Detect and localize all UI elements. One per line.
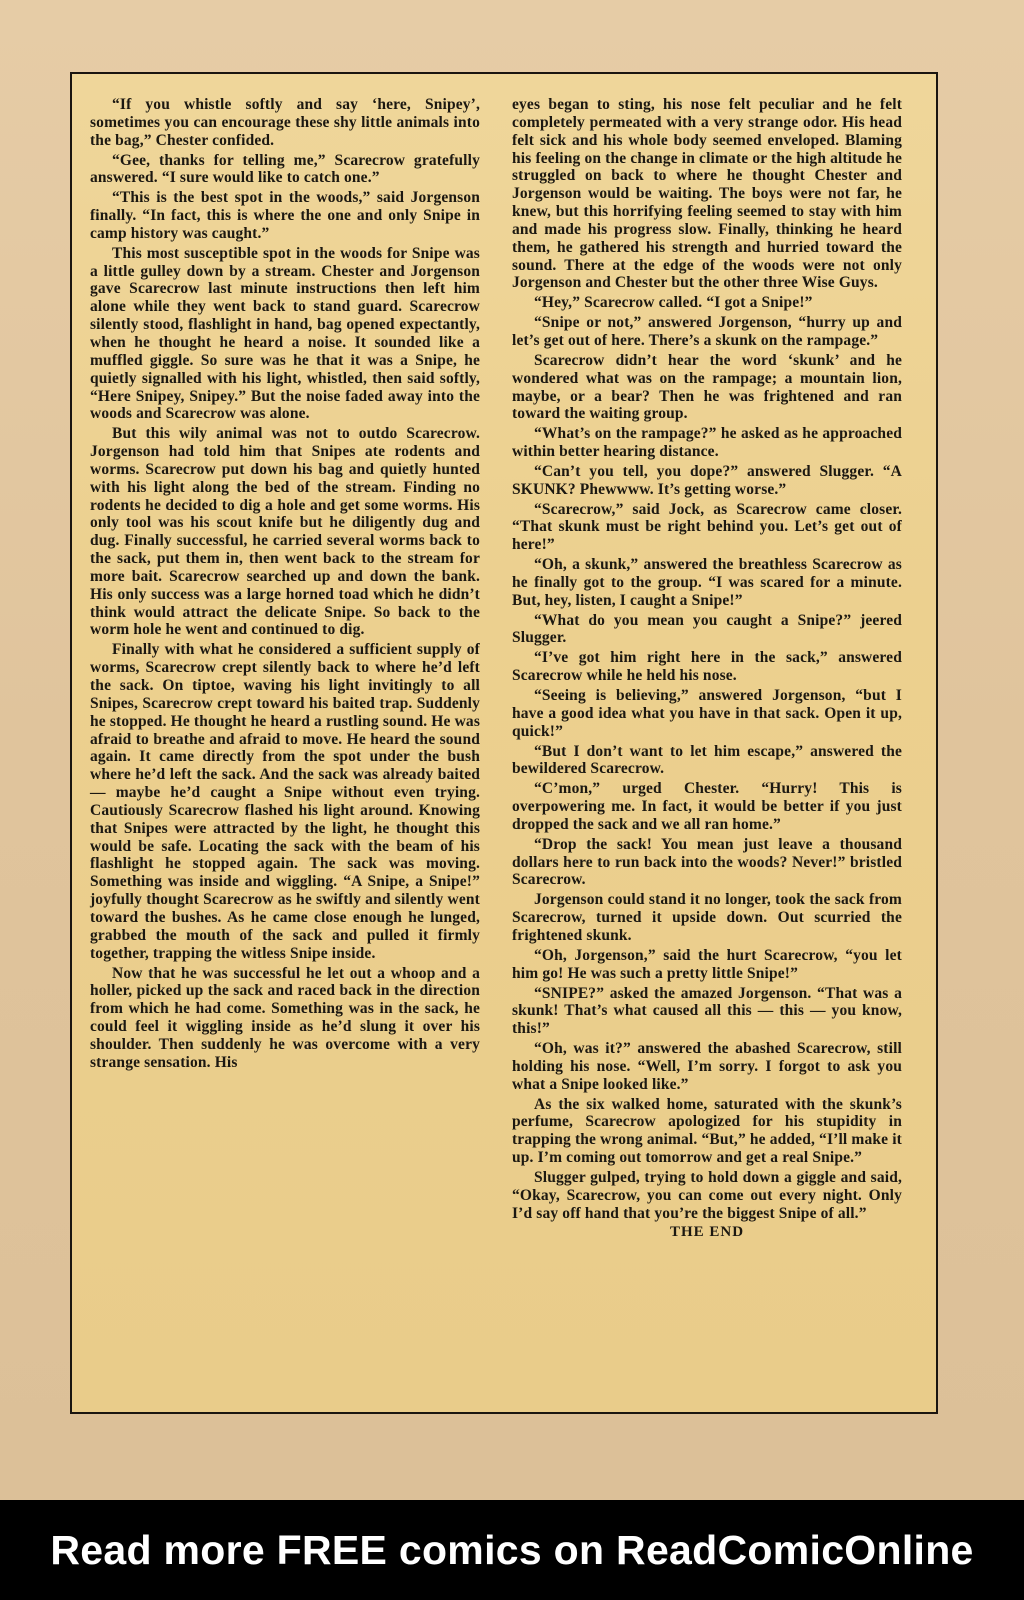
story-text-box <box>70 72 938 1414</box>
story-paragraph: As the six walked home, saturated with the skunk’s perfume, Scarecrow apologized for his stupidity in trapping the wrong animal. “But,” he added, “I’ll make it up. I’m coming out tomorrow and get a real Snipe.” <box>512 1095 902 1167</box>
promo-banner-text[interactable]: Read more FREE comics on ReadComicOnline <box>50 1526 974 1573</box>
story-paragraph: “This is the best spot in the woods,” said Jorgenson finally. “In fact, this is where the one and only Snipe in camp history was caught.” <box>90 189 480 242</box>
story-paragraph: “Seeing is believing,” answered Jorgenson, “but I have a good idea what you have in that sack. Open it up, quick!” <box>512 687 902 740</box>
story-paragraph: Slugger gulped, trying to hold down a giggle and said, “Okay, Scarecrow, you can come out every night. Only I’d say off hand that you’re the biggest Snipe of all.” <box>512 1168 902 1222</box>
story-paragraph: “C’mon,” urged Chester. “Hurry! This is overpowering me. In fact, it would be better if you just dropped the sack and we all ran home.” <box>512 780 902 833</box>
the-end-label: THE END <box>669 1224 745 1241</box>
story-paragraph: “Snipe or not,” answered Jorgenson, “hurry up and let’s get out of here. There’s a skunk on the rampage.” <box>512 314 902 349</box>
story-paragraph: “What’s on the rampage?” he asked as he approached within better hearing distance. <box>512 425 902 461</box>
story-paragraph: This most susceptible spot in the woods for Snipe was a little gulley down by a stream. Chester and Jorgenson gave Scarecrow last minute instructions then left him alone while they went back to stand guard. Scarecrow silently stood, flashlight in hand, bag opened expectantly, when he thought he heard a noise. It sounded like a muffled giggle. So sure was he that it was a Snipe, he quietly signalled with his light, whistled, then said softly, “Here Snipey, Snipey.” But the noise faded away into the woods and Scarecrow was alone. <box>90 244 480 423</box>
story-paragraph: “Can’t you tell, you dope?” answered Slugger. “A SKUNK? Phewwww. It’s getting worse.” <box>512 462 902 498</box>
story-paragraph: “Hey,” Scarecrow called. “I got a Snipe!” <box>534 294 813 312</box>
story-paragraph: “If you whistle softly and say ‘here, Snipey’, sometimes you can encourage these shy little animals into the bag,” Chester confided. <box>90 96 480 149</box>
story-paragraph: Finally with what he considered a sufficient supply of worms, Scarecrow crept silently back to where he’d left the sack. On tiptoe, waving his light invitingly to all Snipes, Scarecrow crept toward his baited trap. Suddenly he stopped. He thought he heard a rustling sound. He was afraid to breathe and afraid to move. He heard the sound again. It came directly from the spot under the bush where he’d left the sack. And the sack was already baited — maybe he’d caught a Snipe without even trying. Cautiously Scarecrow flashed his light around. Knowing that Snipes were attracted by the light, he thought this would be safe. Locating the sack with the beam of his flashlight he stopped again. The sack was moving. Something was inside and wiggling. “A Snipe, a Snipe!” joyfully thought Scarecrow as he swiftly and silently went toward the bushes. As he came close enough he lunged, grabbed the mouth of the sack and pulled it firmly together, trapping the witless Snipe inside. <box>90 641 480 962</box>
story-paragraph: “Oh, a skunk,” answered the breathless Scarecrow as he finally got to the group. “I was scared for a minute. But, hey, listen, I caught a Snipe!” <box>512 556 902 609</box>
story-paragraph: “Oh, was it?” answered the abashed Scarecrow, still holding his nose. “Well, I’m sorry. I forgot to ask you what a Snipe looked like.” <box>512 1040 902 1093</box>
story-paragraph: Jorgenson could stand it no longer, took the sack from Scarecrow, turned it upside down. Out scurried the frightened skunk. <box>512 891 902 944</box>
story-column-right <box>512 96 902 1242</box>
story-paragraph: “Drop the sack! You mean just leave a thousand dollars here to run back into the woods? Never!” bristled Scarecrow. <box>512 835 902 889</box>
story-paragraph-continued: eyes began to sting, his nose felt peculiar and he felt completely permeated with a very strange odor. His head felt sick and his whole body seemed enveloped. Blaming his feeling on the change in climate or the high altitude he struggled on back to where he thought Chester and Jorgenson would be waiting. The boys were not far, he knew, but this horrifying feeling seemed to stay with him and made his progress slow. Finally, thinking he heard them, he gathered his strength and hurried toward the sound. There at the edge of the woods were not only Jorgenson and Chester but the other three Wise Guys. <box>512 96 902 292</box>
story-paragraph: Scarecrow didn’t hear the word ‘skunk’ and he wondered what was on the rampage; a mountain lion, maybe, or a bear? Then he was frightened and ran toward the waiting group. <box>512 351 902 423</box>
story-paragraph: But this wily animal was not to outdo Scarecrow. Jorgenson had told him that Snipes ate rodents and worms. Scarecrow put down his bag and quietly hunted with his light along the bed of the stream. Finding no rodents he decided to dig a hole and get some worms. His only tool was his scout knife but he diligently dug and dug. Finally successful, he carried several worms back to the sack, put them in, then went back to the stream for more bait. Scarecrow searched up and down the bank. His only success was a large horned toad which he didn’t think would attract the delicate Snipe. So back to the worm hole he went and continued to dig. <box>90 425 480 639</box>
story-paragraph: “SNIPE?” asked the amazed Jorgenson. “That was a skunk! That’s what caused all this — this — you know, this!” <box>512 984 902 1038</box>
story-column-left <box>90 96 480 1074</box>
story-paragraph: “Scarecrow,” said Jock, as Scarecrow came closer. “That skunk must be right behind you. Let’s get out of here!” <box>512 500 902 554</box>
story-paragraph: “Oh, Jorgenson,” said the hurt Scarecrow, “you let him go! He was such a pretty little Snipe!” <box>512 946 902 982</box>
promo-banner[interactable] <box>0 1500 1024 1600</box>
story-paragraph: “I’ve got him right here in the sack,” answered Scarecrow while he held his nose. <box>512 649 902 685</box>
story-paragraph: “But I don’t want to let him escape,” answered the bewildered Scarecrow. <box>512 742 902 778</box>
story-paragraph: Now that he was successful he let out a whoop and a holler, picked up the sack and raced back in the direction from which he had come. Something was in the sack, he could feel it wiggling inside as he’d slung it over his shoulder. Then suddenly he was overcome with a very strange sensation. His <box>90 964 480 1071</box>
story-paragraph: “Gee, thanks for telling me,” Scarecrow gratefully answered. “I sure would like to catch one.” <box>90 151 480 187</box>
story-paragraph: “What do you mean you caught a Snipe?” jeered Slugger. <box>512 611 902 647</box>
